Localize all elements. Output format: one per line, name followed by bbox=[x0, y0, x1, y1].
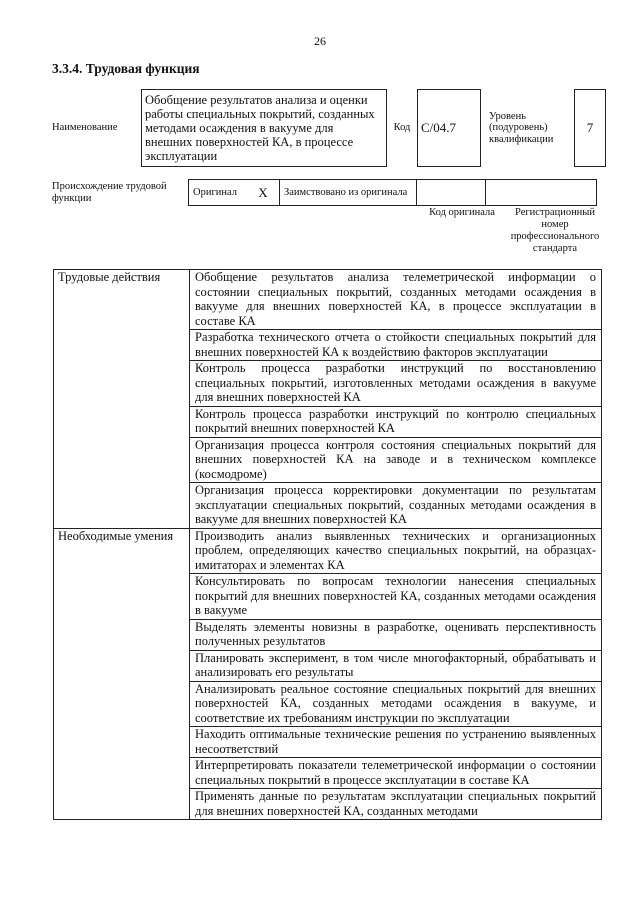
list-item: Находить оптимальные технические решения по устранению выявленных несоответствий bbox=[190, 727, 602, 758]
list-item: Контроль процесса разработки инструкций по контролю специальных покрытий внешних поверхностей КА bbox=[190, 406, 602, 437]
list-item: Планировать эксперимент, в том числе многофакторный, обрабатывать и анализировать его результаты bbox=[190, 650, 602, 681]
table-row bbox=[54, 528, 602, 574]
code-original-cell bbox=[417, 180, 486, 206]
original-label: Оригинал bbox=[189, 180, 248, 206]
list-item: Производить анализ выявленных технических и организационных проблем, определяющих качество специальных покрытий, на образцах-имитаторах и элементах КА bbox=[190, 528, 602, 574]
function-header-table bbox=[52, 89, 606, 167]
code-original-caption: Код оригинала bbox=[429, 207, 495, 218]
category-cell: Необходимые умения bbox=[54, 528, 190, 820]
list-item: Организация процесса корректировки документации по результатам эксплуатации специальных покрытий, созданных методами осаждения в вакууме для внешних поверхностей КА bbox=[190, 483, 602, 529]
list-item: Анализировать реальное состояние специальных покрытий для внешних поверхностей КА, созданных методами осаждения в вакууме, и соответствие их требованиям инструкции по эксплуатации bbox=[190, 681, 602, 727]
original-mark: X bbox=[247, 180, 280, 206]
category-cell: Трудовые действия bbox=[54, 270, 190, 529]
section-title: 3.3.4. Трудовая функция bbox=[52, 61, 200, 76]
page-number: 26 bbox=[314, 34, 326, 48]
name-value: Обобщение результатов анализа и оценки работы специальных покрытий, созданных методами осаждения в вакууме для внешних поверхностей КА, в процессе эксплуатации bbox=[142, 90, 387, 167]
list-item: Выделять элементы новизны в разработке, оценивать перспективность полученных результатов bbox=[190, 619, 602, 650]
list-item: Организация процесса контроля состояния специальных покрытий для внешних поверхностей КА на заводе и в техническом комплексе (космодроме) bbox=[190, 437, 602, 483]
level-value: 7 bbox=[575, 90, 606, 167]
reg-number-cell bbox=[486, 180, 597, 206]
list-item: Консультировать по вопросам технологии нанесения специальных покрытий для внешних поверхностей КА, созданных методами осаждения в вакууме bbox=[190, 574, 602, 620]
table-row bbox=[54, 270, 602, 330]
borrowed-label: Заимствовано из оригинала bbox=[280, 180, 417, 206]
name-label: Наименование bbox=[52, 122, 118, 134]
reg-number-caption: Регистрационный номер профессионального стандарта bbox=[510, 207, 600, 254]
origin-table bbox=[52, 179, 597, 206]
list-item: Разработка технического отчета о стойкости специальных покрытий для внешних поверхностей КА к воздействию факторов эксплуатации bbox=[190, 330, 602, 361]
actions-skills-table bbox=[53, 269, 602, 820]
list-item: Обобщение результатов анализа телеметрической информации о состоянии специальных покрытий, созданных методами осаждения в вакууме для внешних поверхностей КА, в процессе эксплуатации в составе КА bbox=[190, 270, 602, 330]
list-item: Интерпретировать показатели телеметрической информации о состоянии специальных покрытий в процессе эксплуатации в составе КА bbox=[190, 758, 602, 789]
code-label: Код bbox=[393, 122, 411, 134]
level-label: Уровень (подуровень) квалификации bbox=[489, 110, 554, 145]
code-value: С/04.7 bbox=[418, 90, 481, 167]
origin-label: Происхождение трудовой функции bbox=[52, 181, 167, 204]
list-item: Применять данные по результатам эксплуатации специальных покрытий для внешних поверхностей КА, созданных методами bbox=[190, 789, 602, 820]
list-item: Контроль процесса разработки инструкций по восстановлению специальных покрытий, изготовленных методами осаждения в вакууме для внешних поверхностей КА bbox=[190, 361, 602, 407]
